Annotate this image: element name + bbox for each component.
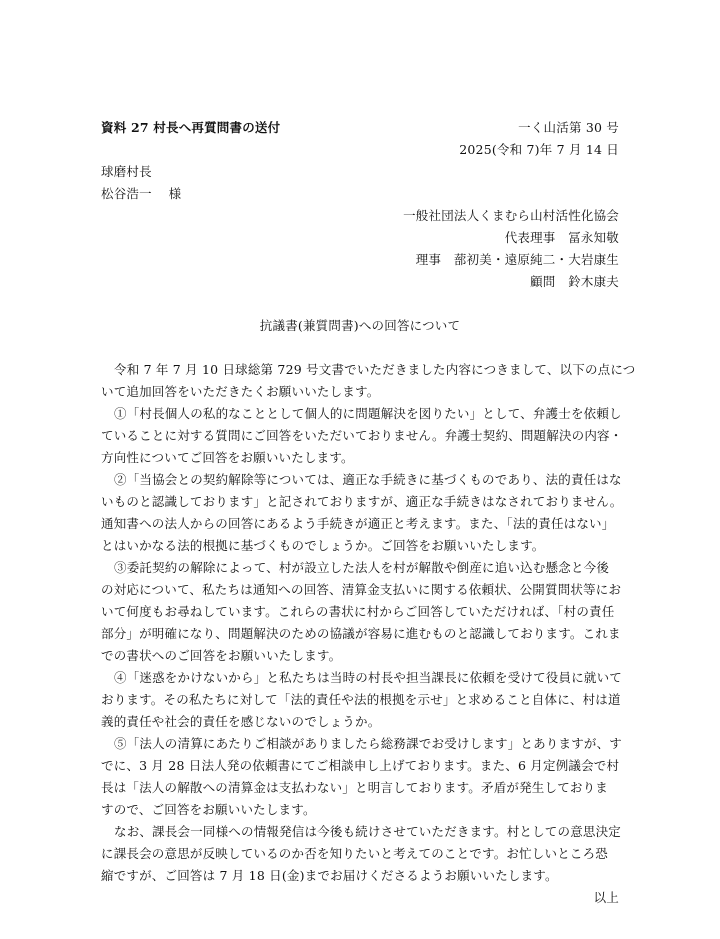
body-line: 長は「法人の解散への清算金は支払わない」と明言しております。矛盾が発生しておりま [101,780,609,795]
body-line: いものと認識しております」と記されておりますが、適正な手続きはなされておりません。 [101,494,623,509]
body-line: ①「村長個人の私的なこととして個人的に問題解決を図りたい」として、弁護士を依頼し [114,406,622,421]
document-date: 2025(令和 7)年 7 月 14 日 [459,142,619,157]
body-line: での書状へのご回答をお願いいたします。 [101,648,342,663]
recipient-name: 松谷浩一 様 [101,186,182,201]
body-line: に課長会の意思が反映しているのか否を知りたいと考えてのことです。お忙しいところ恐 [101,846,609,861]
body-line: 部分」が明確になり、問題解決のための協議が容易に進むものと認識しております。これま [101,626,621,641]
body-line: 義的責任や社会的責任を感じないのでしょうか。 [101,714,381,729]
body-line: おります。その私たちに対して「法的責任や法的根拠を示せ」と求めること自体に、村は道 [101,692,621,707]
body-line: いて追加回答をいただきたくお願いいたします。 [101,384,380,399]
document-number: 一く山活第 30 号 [518,120,619,135]
sender-advisor: 顧問 鈴木康夫 [530,274,619,289]
sender-organization: 一般社団法人くまむら山村活性化協会 [403,208,619,223]
sender-directors: 理事 蔀初美・遠原純二・大岩康生 [415,252,619,267]
body-line: とはいかなる法的根拠に基づくものでしょうか。ご回答をお願いいたします。 [101,538,545,553]
body-line: 通知書への法人からの回答にあるよう手続きが適正と考えます。また、「法的責任はない」 [101,516,615,531]
body-line: の対応について、私たちは通知への回答、清算金支払いに関する依頼状、公開質問状等にお [101,582,622,597]
subject-line: 抗議書(兼質問書)への回答について [259,318,461,333]
body-line: ⑤「法人の清算にあたりご相談がありましたら総務課でお受けします」とありますが、す [114,736,623,751]
body-line: なお、課長会一同様への情報発信は今後も続けさせていただきます。村としての意思決定 [114,824,622,839]
body-line: でに、3 月 28 日法人発の依頼書にてご相談申し上げております。また、6 月定例議会で村 [101,758,620,773]
sender-representative: 代表理事 冨永知敬 [504,230,619,245]
body-line: すので、ご回答をお願いいたします。 [101,802,316,817]
body-line: ②「当協会との契約解除等については、適正な手続きに基づくものであり、法的責任はな [114,472,622,487]
body-line: 方向性についてご回答をお願いいたします。 [101,450,354,465]
document-title: 資料 27 村長へ再質問書の送付 [101,120,281,135]
closing-mark: 以上 [593,890,619,905]
body-line: ていることに対する質問にご回答をいただいておりません。弁護士契約、問題解決の内容・ [101,428,623,443]
body-line: 縮ですが、ご回答は 7 月 18 日(金)までお届けくださるようお願いいたします。 [101,868,558,883]
body-line: いて何度もお尋ねしています。これらの書状に村からご回答していただければ、「村の責任 [101,604,615,619]
recipient-title: 球磨村長 [101,164,152,179]
body-line: ④「迷惑をかけないから」と私たちは当時の村長や担当課長に依頼を受けて役員に就いて [114,670,623,685]
body-line: ③委託契約の解除によって、村が設立した法人を村が解散や倒産に追い込む懸念と今後 [114,560,610,575]
body-line: 令和 7 年 7 月 10 日球総第 729 号文書でいただきました内容につきまして、以下の点につ [114,362,636,377]
